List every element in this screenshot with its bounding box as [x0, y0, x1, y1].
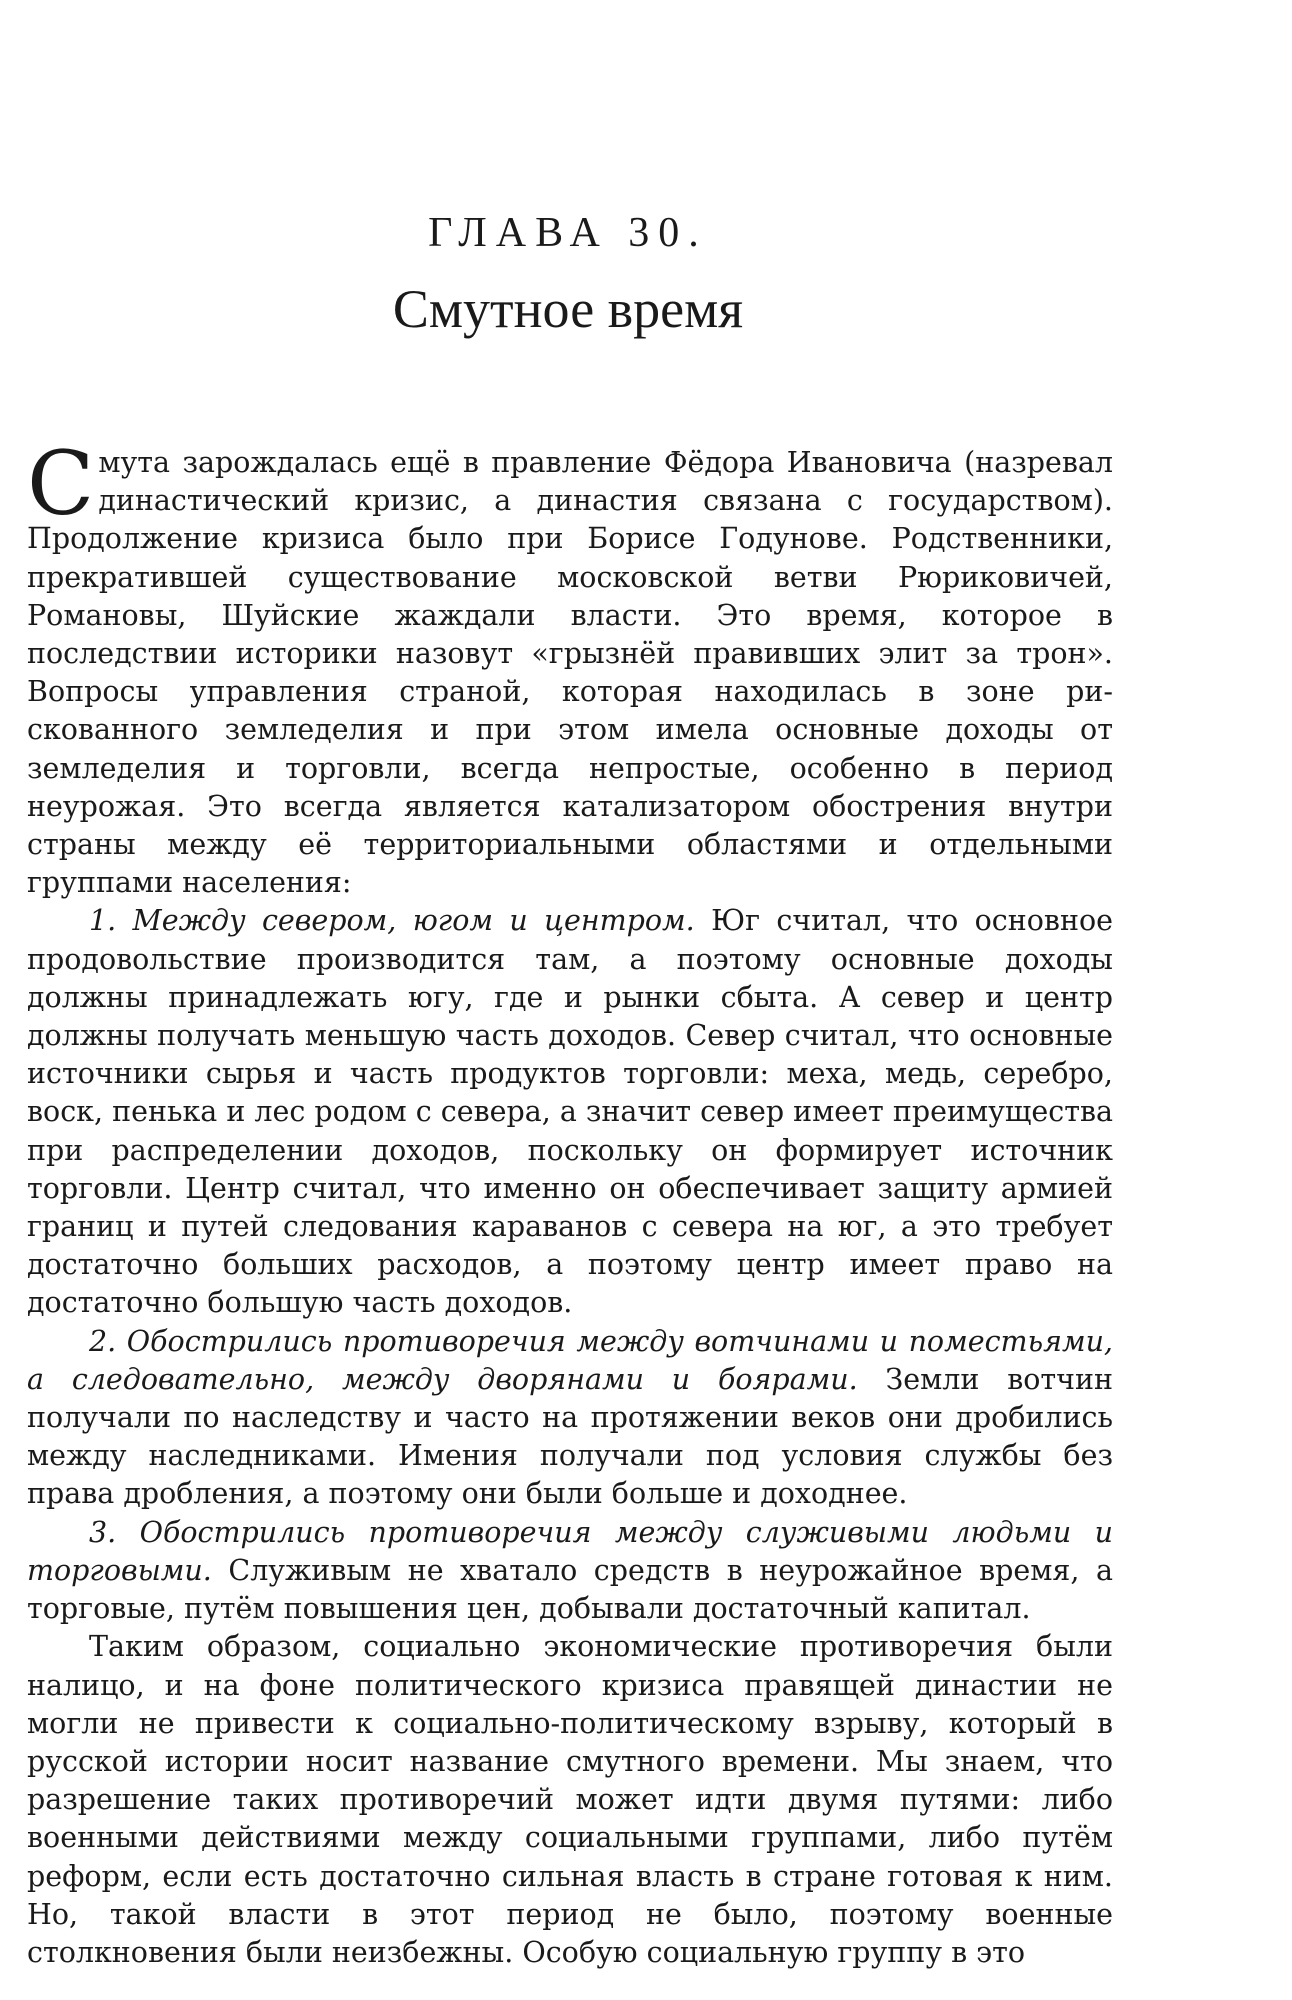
paragraph-3: [27, 1323, 1113, 1514]
paragraph-5: [27, 1628, 1113, 1972]
chapter-label: ГЛАВА 30.: [428, 210, 708, 256]
paragraph-text: Земли вотчин получали по наследству и часто на протяжении веков они дробились между наследниками. Имения получали под условия службы без права дробления, а поэтому они были больше и доходнее.: [27, 1362, 1113, 1511]
paragraph-text: мута зарождалась ещё в правление Фёдора Ивановича (назревал династический кризис, а династия связана с государством). Продолжение кризиса было при Борисе Годунове. Родственники, прекратившей существование московской ветви Рюриковичей, Романовы, Шуйские жаждали власти. Это время, которое в последствии историки назовут «грызнёй правивших элит за трон». Вопросы управления страной, которая находилась в зоне рискованного земледелия и при этом имела основные доходы от земледелия и торговли, всегда непростые, особенно в период неурожая. Это всегда является катализатором обострения внутри страны между её территориальными областями и отдельными группами населения:: [27, 446, 1113, 900]
paragraph-text: Служивым не хватало средств в неурожайное время, а торговые, путём повышения цен, добывали достаточный капитал.: [27, 1553, 1113, 1626]
list-item-lead: 2. Обострились противоречия между вотчинами и поместьями, а следовательно, между дворянами и боярами.: [27, 1324, 1113, 1396]
paragraph-4: [27, 1514, 1113, 1629]
chapter-body: [27, 432, 1114, 1972]
paragraph-2: [27, 902, 1113, 1322]
drop-cap: С: [27, 432, 95, 535]
paragraph-text: Таким образом, социально экономические противоречия были налицо, и на фоне политического кризиса правящей династии не могли не привести к социально-политическому взрыву, который в русской истории носит название смутного времени. Мы знаем, что разрешение таких противоречий может идти двумя путями: либо военными действиями между социальными группами, либо путём реформ, если есть достаточно сильная власть в стране готовая к ним. Но, такой власти в этот период не было, поэтому военные столкновения были неизбежны. Особую социальную группу в это: [27, 1630, 1113, 1969]
paragraph-text: Юг считал, что основное продовольствие производится там, а поэтому основные доходы должны принадлежать югу, где и рынки сбыта. А север и центр должны получать меньшую часть доходов. Север считал, что основные источники сырья и часть продуктов торговли: меха, медь, серебро, воск, пенька и лес родом с севера, а значит север имеет преимущества при распределении доходов, поскольку он формирует источник торговли. Центр считал, что именно он обеспечивает защиту армией границ и путей следования караванов с севера на юг, а это требует достаточно больших расходов, а поэтому центр имеет право на достаточно большую часть доходов.: [27, 904, 1114, 1320]
list-item-lead: 3. Обострились противоречия между служивыми людьми и торговыми.: [27, 1515, 1113, 1587]
chapter-title: Смутное время: [392, 279, 744, 339]
list-item-lead: 1. Между севером, югом и центром.: [89, 904, 695, 938]
paragraph-1: [27, 432, 1113, 902]
